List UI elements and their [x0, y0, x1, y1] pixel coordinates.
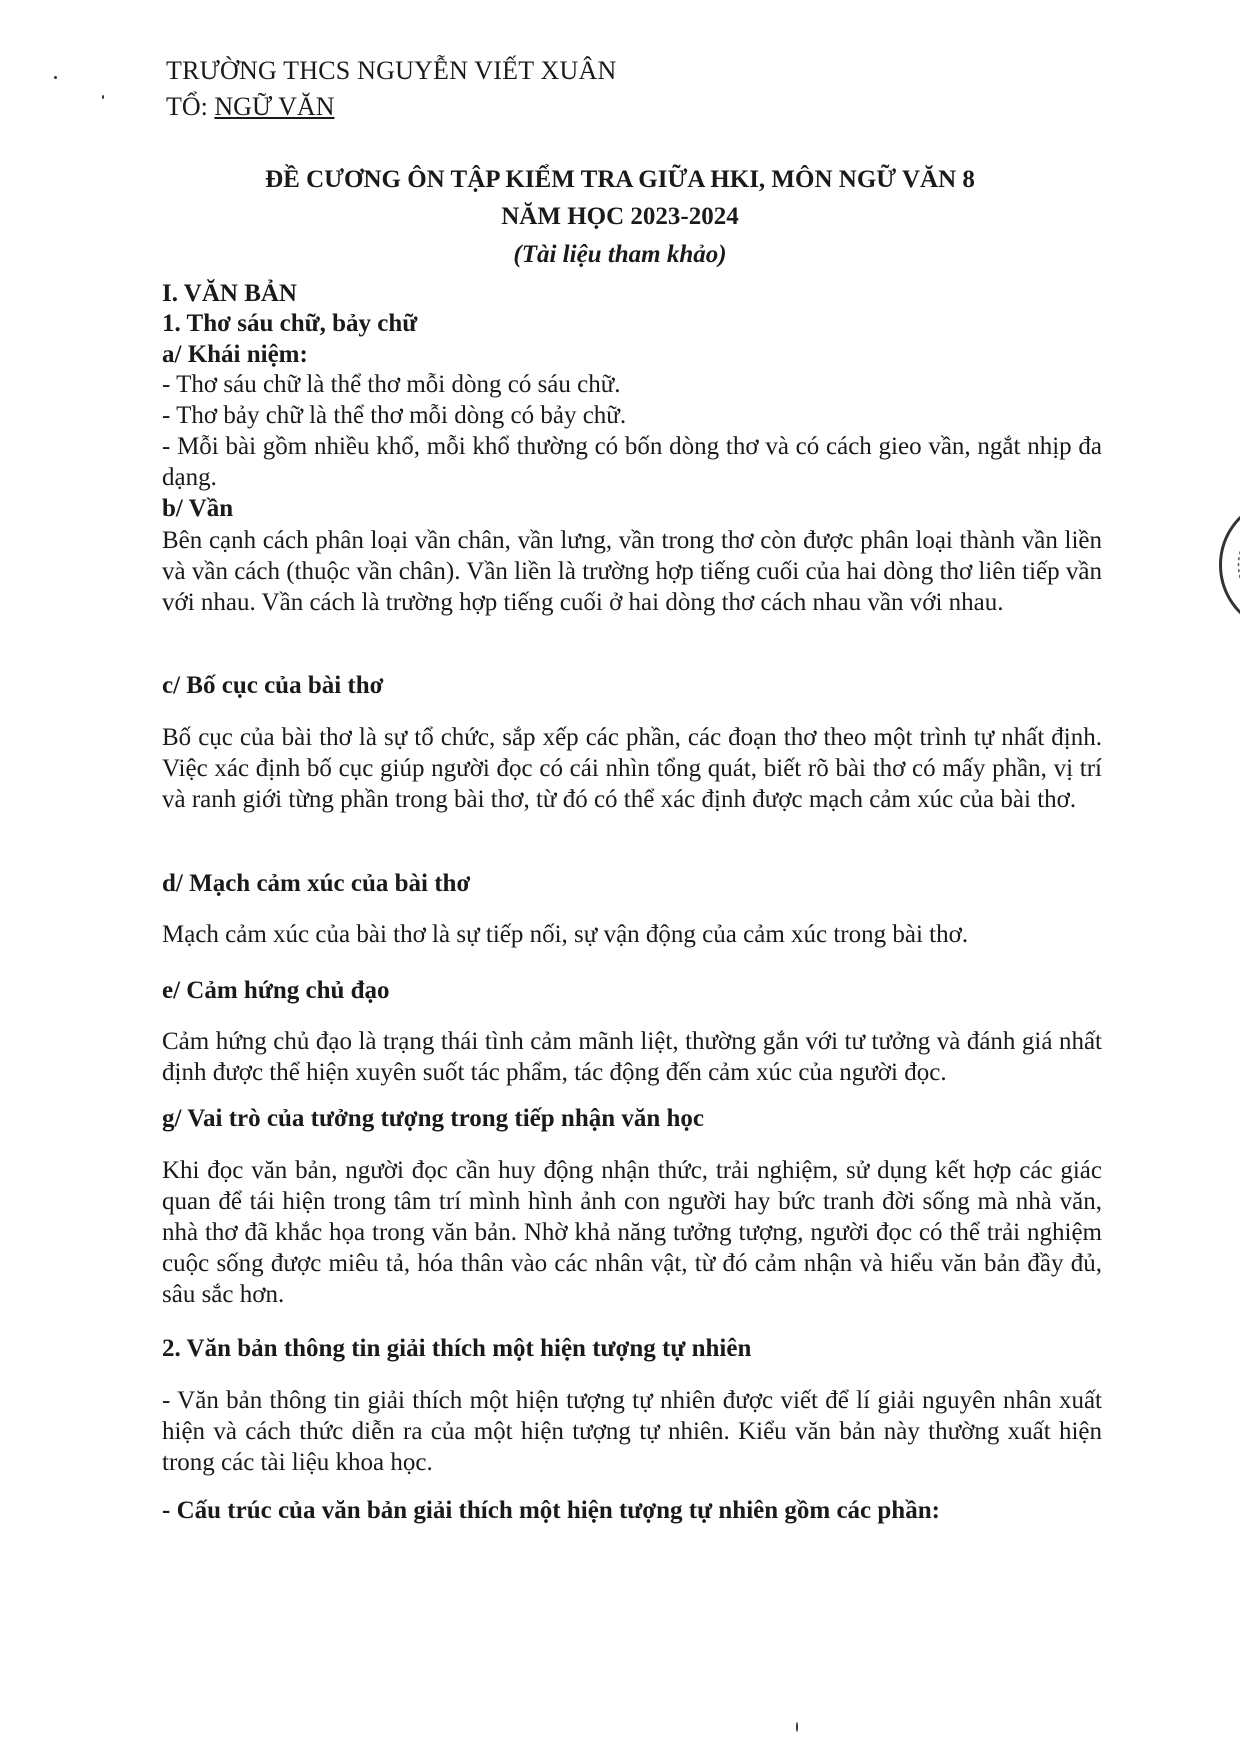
item-heading-e: e/ Cảm hứng chủ đạo: [162, 977, 390, 1004]
section-heading: I. VĂN BẢN: [162, 280, 297, 307]
paragraph: Mạch cảm xúc của bài thơ là sự tiếp nối, sự vận động của cảm xúc trong bài thơ.: [162, 921, 969, 948]
subsection-heading: 2. Văn bản thông tin giải thích một hiện tượng tự nhiên: [162, 1335, 752, 1362]
item-heading-a: a/ Khái niệm:: [162, 341, 308, 368]
scan-dot: [102, 95, 104, 99]
structure-heading: - Cấu trúc của văn bản giải thích một hiện tượng tự nhiên gồm các phần:: [162, 1497, 940, 1524]
subsection-heading: 1. Thơ sáu chữ, bảy chữ: [162, 310, 418, 337]
item-heading-c: c/ Bố cục của bài thơ: [162, 672, 384, 699]
paragraph: - Mỗi bài gồm nhiều khổ, mỗi khổ thường có bốn dòng thơ và có cách gieo vần, ngắt nhịp đa dạng.: [162, 433, 1102, 491]
paragraph: Cảm hứng chủ đạo là trạng thái tình cảm mãnh liệt, thường gắn với tư tưởng và đánh giá nhất định được thể hiện xuyên suốt tác phẩm, tác động đến cảm xúc của người đọc.: [162, 1028, 1102, 1086]
scan-dot: [54, 76, 57, 79]
department-prefix: TỔ:: [166, 92, 215, 121]
paragraph: - Thơ bảy chữ là thể thơ mỗi dòng có bảy chữ.: [162, 402, 627, 429]
paragraph: - Văn bản thông tin giải thích một hiện tượng tự nhiên được viết để lí giải nguyên nhân xuất hiện và cách thức diễn ra của một hiện tượng tự nhiên. Kiểu văn bản này thường xuất hiện trong các tài liệu khoa học.: [162, 1387, 1102, 1476]
item-heading-d: d/ Mạch cảm xúc của bài thơ: [162, 870, 471, 897]
document-title: ĐỀ CƯƠNG ÔN TẬP KIỂM TRA GIỮA HKI, MÔN NGỮ VĂN 8: [265, 166, 975, 193]
paragraph: Bố cục của bài thơ là sự tổ chức, sắp xếp các phần, các đoạn thơ theo một trình tự nhất định. Việc xác định bố cục giúp người đọc có cái nhìn tổng quát, biết rõ bài thơ có mấy phần, vị trí và ranh giới từng phần trong bài thơ, từ đó có thể xác định được mạch cảm xúc của bài thơ.: [162, 724, 1102, 813]
item-heading-g: g/ Vai trò của tưởng tượng trong tiếp nhận văn học: [162, 1105, 705, 1132]
department-name: NGỮ VĂN: [214, 92, 335, 121]
stamp-edge-icon: [1198, 500, 1240, 630]
item-heading-b: b/ Vần: [162, 495, 234, 522]
department-line: [166, 92, 334, 122]
paragraph: Khi đọc văn bản, người đọc cần huy động nhận thức, trải nghiệm, sử dụng kết hợp các giác quan để tái hiện trong tâm trí mình hình ảnh con người hay bức tranh đời sống mà nhà văn, nhà thơ đã khắc họa trong văn bản. Nhờ khả năng tưởng tượng, người đọc có thể trải nghiệm cuộc sống được miêu tả, hóa thân vào các nhân vật, từ đó cảm nhận và hiểu văn bản đầy đủ, sâu sắc hơn.: [162, 1157, 1102, 1308]
scan-dot: [796, 1722, 798, 1732]
school-name: TRƯỜNG THCS NGUYỄN VIẾT XUÂN: [166, 56, 617, 85]
paragraph: - Thơ sáu chữ là thể thơ mỗi dòng có sáu chữ.: [162, 371, 621, 398]
school-year: NĂM HỌC 2023-2024: [501, 203, 739, 230]
document-subtitle: (Tài liệu tham khảo): [513, 241, 727, 268]
paragraph: Bên cạnh cách phân loại vần chân, vần lưng, vần trong thơ còn được phân loại thành vần liền và vần cách (thuộc vần chân). Vần liền là trường hợp tiếng cuối của hai dòng thơ liên tiếp vần với nhau. Vần cách là trường hợp tiếng cuối ở hai dòng thơ cách nhau vần với nhau.: [162, 527, 1102, 616]
